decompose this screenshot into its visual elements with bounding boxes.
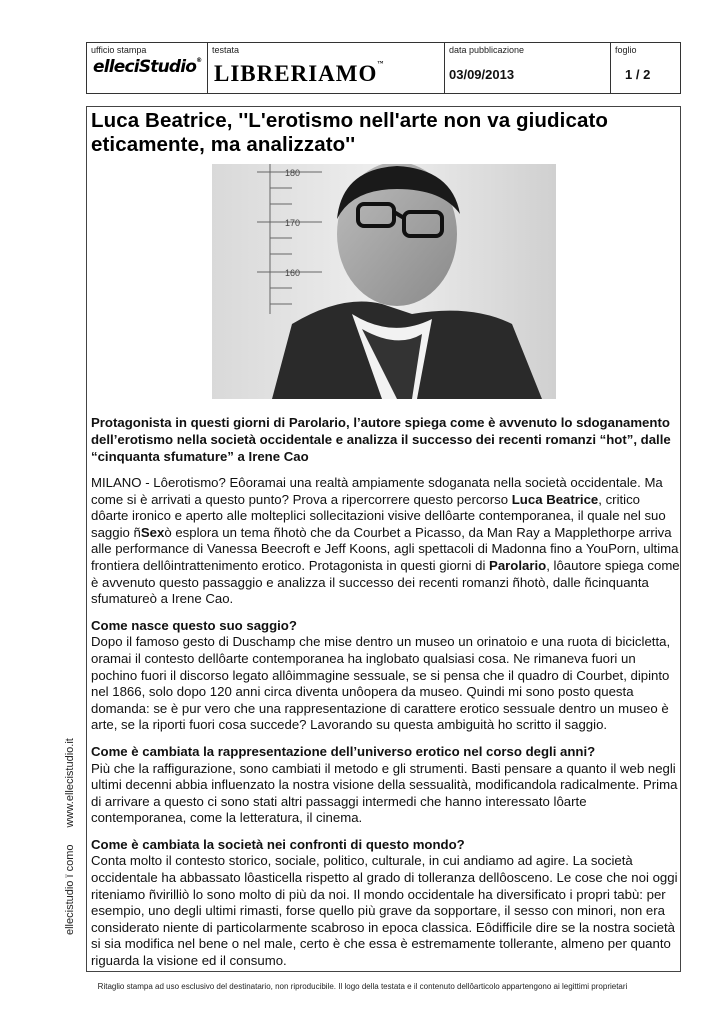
sheet-number: 1 / 2	[625, 67, 651, 82]
date-cell	[445, 43, 611, 93]
intro-paragraph: MILANO - Lôerotismo? Eôoramai una realtà ampiamente sdoganata nella società occidentale. Ma come si è arrivati a questo punto? Prova a ripercorrere questo percorso Luca Beatrice, critico dôarte ironico e aperto alle molteplici sollecitazioni visive dellôarte contemporanea, il quale nel suo saggio ñSexò esplora un tema ñhotò che da Courbet a Picasso, da Man Ray a Mapplethorpe arriva alle performance di Vanessa Beecroft e Jeff Koons, agli spettacoli di Madonna fino a YouPorn, ultima frontiera dellôintrattenimento erotico. Protagonista in questi giorni di Parolario, lôautore spiega come è avvenuto questo passaggio e analizza il successo dei recenti romanzi ñhotò, dalle ñcinquanta sfumatureò a Irene Cao.	[91, 475, 680, 607]
ruler-mark-180: 180	[285, 168, 301, 178]
date-label: data pubblicazione	[449, 45, 525, 55]
article-body	[91, 475, 681, 980]
office-label: ufficio stampa	[91, 45, 147, 55]
source-label: testata	[212, 45, 240, 55]
side-credit-name: ellecistudio ï como	[64, 844, 76, 935]
question-1: Come nasce questo suo saggio?	[91, 617, 297, 633]
book-title: Sex	[140, 524, 165, 540]
event-name: Parolario	[489, 557, 547, 573]
sheet-label: foglio	[615, 45, 637, 55]
question-3: Come è cambiata la società nei confronti di questo mondo?	[91, 836, 465, 852]
answer-2: Più che la raffigurazione, sono cambiati il metodo e gli strumenti. Basti pensare a quanto il web negli ultimi decenni abbia influenzato la nostra visione della sessualità, modificandola radicalmente. Prima di arrivare a questo ci sono stati altri passaggi intermedi che hanno interessato lôarte contemporanea, come la letteratura, il cinema.	[91, 760, 678, 826]
qa-block-3	[91, 837, 681, 970]
ruler-mark-170: 170	[285, 218, 301, 228]
libreriamo-logo: LIBRERIAMO™	[214, 61, 385, 86]
answer-3: Conta molto il contesto storico, sociale, politico, culturale, in cui andiamo ad agire. La società occidentale ha abbassato lôasticella rispetto al grado di tolleranza dellôosceno. Le cose che noi oggi riteniamo ñvirilliò lo sono molto di più da noi. Il mondo occidentale ha diversificato i propri tabù: per esempio, uno degli ultimi rimasti, forse quello più grave da sopportare, il sesso con minori, non era considerato niente di particolarmente scabroso in epoca classica. Eôdifficile dire se la nostra società si sia modifica nel bene o nel male, certo è che essa è estremamente tollerante, almeno per quanto riguarda la visione ed il consumo.	[91, 853, 678, 969]
publication-date: 03/09/2013	[449, 67, 515, 82]
ellecistudio-logo: elleciStudio®	[93, 57, 202, 77]
press-header	[86, 42, 681, 94]
author-name: Luca Beatrice	[511, 491, 599, 507]
source-cell	[208, 43, 445, 93]
copyright-footer: Ritaglio stampa ad uso esclusivo del destinatario, non riproducibile. Il logo della testata e il contenuto dellôarticolo appartengono ai legittimi proprietari	[97, 982, 628, 991]
question-2: Come è cambiata la rappresentazione dell’universo erotico nel corso degli anni?	[91, 743, 596, 759]
office-cell	[87, 43, 208, 93]
article-title: Luca Beatrice, ''L'erotismo nell'arte non va giudicato eticamente, ma analizzato''	[91, 109, 609, 156]
ruler-mark-160: 160	[285, 268, 301, 278]
sheet-cell	[611, 43, 681, 93]
qa-block-2	[91, 744, 681, 827]
side-credit	[64, 724, 76, 935]
article-lead: Protagonista in questi giorni di Parolario, l’autore spiega come è avvenuto lo sdoganamento dell’erotismo nella società occidentale e analizza il successo dei recenti romanzi “hot”, dalle “cinquanta sfumature” a Irene Cao	[91, 415, 671, 464]
answer-1: Dopo il famoso gesto di Duschamp che mise dentro un museo un orinatoio e una ruota di bicicletta, oramai il contesto dellôarte contemporanea ha inglobato qualsiasi cosa. Ne rimaneva fuori un pochino fuori il discorso legato allôimmagine sessuale, se si pensa che il quadro di Courbet, dipinto nel 1866, solo dopo 120 anni circa diventa unôopera da museo. Quindi mi sono posto questa domanda: se è pur vero che una rappresentazione di carattere erotico sessuale dentro un museo è arte, se la riporti fuori cosa succede? Lavorando su questa ambiguità ho scritto il saggio.	[91, 634, 671, 733]
side-credit-url: www.ellecistudio.it	[64, 738, 76, 828]
author-photo	[212, 164, 556, 399]
qa-block-1	[91, 618, 681, 734]
